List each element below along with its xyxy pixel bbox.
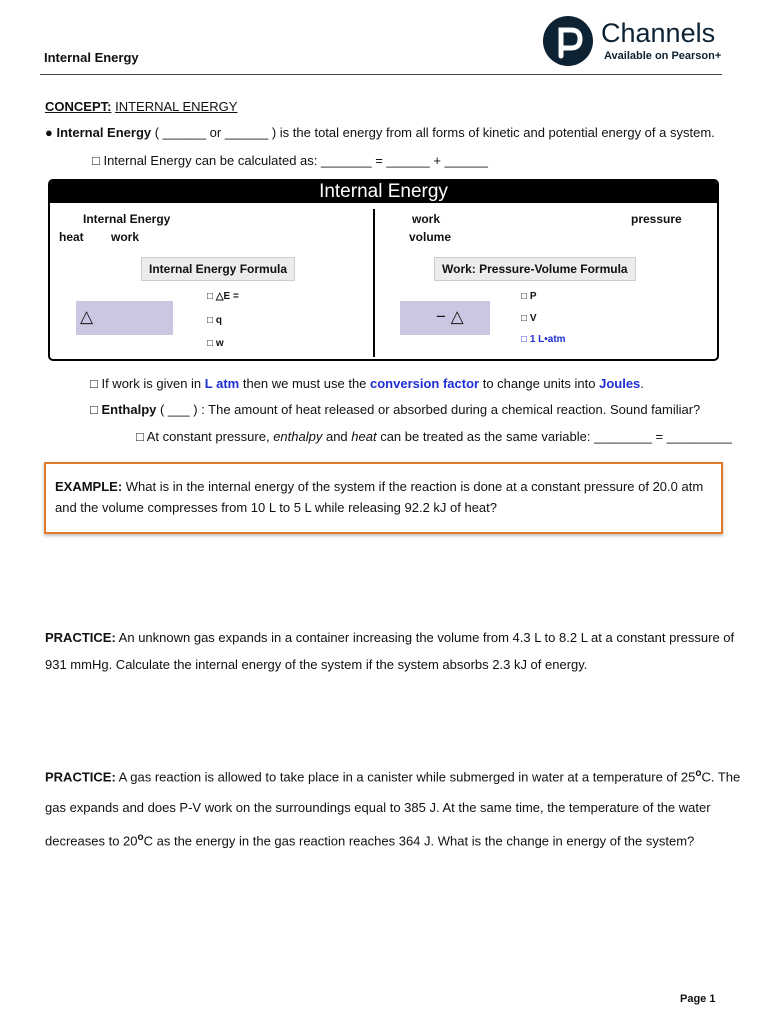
right-item-p: □ P [521, 291, 537, 302]
example-text-1: What is in the internal energy of the system if the reaction is done at a constant pressure of 20.0 atm [122, 479, 704, 494]
left-label-heat: heat [59, 230, 84, 244]
practice-2-text-3b: C as the energy in the gas reaction reaches 364 J. What is the change in energy of the system? [143, 833, 695, 849]
term-internal-energy: Internal Energy [56, 125, 152, 140]
practice-1-line-1 [45, 630, 734, 645]
example-box [44, 462, 723, 534]
left-label-work: work [111, 230, 140, 244]
pearson-logo-icon [543, 16, 593, 66]
example-line-1 [55, 479, 703, 494]
conversion-factor-term: conversion factor [370, 376, 480, 391]
practice-2-text-1b: C. The [701, 769, 741, 785]
right-label-volume: volume [409, 230, 452, 244]
left-item-q: □ q [207, 315, 222, 326]
internal-energy-definition [45, 125, 715, 140]
note-text-3: to change units into [479, 376, 600, 391]
brand-name: Channels [601, 18, 716, 48]
left-label-internal-energy: Internal Energy [83, 212, 171, 226]
work-formula-label: Work: Pressure-Volume Formula [434, 257, 636, 281]
right-label-pressure: pressure [631, 212, 682, 226]
calculation-line: □ Internal Energy can be calculated as: _______ = ______ + ______ [92, 153, 488, 168]
practice-2-line-1 [45, 768, 740, 784]
cp-enthalpy: enthalpy [273, 429, 323, 444]
degree-sup-1: o [695, 768, 702, 779]
internal-energy-formula-area [76, 301, 173, 335]
unit-l-atm: L atm [204, 376, 240, 391]
left-item-delta-e: □ △E = [207, 291, 239, 302]
joules-term: Joules [599, 376, 641, 391]
left-item-w: □ w [207, 338, 224, 349]
right-item-v: □ V [521, 313, 537, 324]
practice-1-line-2: 931 mmHg. Calculate the internal energy of the system if the system absorbs 2.3 kJ of energy. [45, 657, 588, 672]
bullet-icon: ● [45, 125, 53, 140]
practice-1-label: PRACTICE: [45, 630, 116, 645]
box-divider [373, 209, 375, 357]
cp-heat: heat [351, 429, 377, 444]
cp-text-2: and [322, 429, 352, 444]
cp-text-1: □ At constant pressure, [136, 429, 274, 444]
practice-2-line-2: gas expands and does P-V work on the surroundings equal to 385 J. At the same time, the temperature of the water [45, 800, 711, 815]
practice-2-line-3 [45, 832, 694, 848]
practice-2-text-1: A gas reaction is allowed to take place in a canister while submerged in water at a temperature of 25 [115, 769, 696, 785]
internal-energy-formula-label: Internal Energy Formula [141, 257, 295, 281]
degree-sup-2: o [137, 832, 144, 843]
enthalpy-box: □ [90, 402, 102, 417]
enthalpy-text: ( ___ ) : The amount of heat released or absorbed during a chemical reaction. Sound familiar? [156, 402, 701, 417]
note-text-4: . [640, 376, 644, 391]
term-enthalpy: Enthalpy [101, 402, 157, 417]
practice-2-text-3a: decreases to 20 [45, 833, 138, 849]
box-title: Internal Energy [50, 181, 717, 203]
brand-subtitle: Available on Pearson+ [604, 50, 722, 62]
practice-1-text-1: An unknown gas expands in a container increasing the volume from 4.3 L to 8.2 L at a constant pressure of [115, 630, 735, 645]
concept-title: INTERNAL ENERGY [115, 99, 238, 114]
header-divider [40, 74, 722, 75]
note-text-2: then we must use the [239, 376, 371, 391]
right-label-work: work [412, 212, 441, 226]
note-text-1: □ If work is given in [90, 376, 205, 391]
practice-2-label: PRACTICE: [45, 769, 116, 785]
work-formula-area [400, 301, 490, 335]
minus-delta-icon: − △ [436, 307, 464, 326]
internal-energy-box [48, 179, 719, 361]
example-line-2: and the volume compresses from 10 L to 5 L while releasing 92.2 kJ of heat? [55, 500, 498, 515]
delta-icon: △ [80, 307, 94, 326]
work-conversion-note [90, 376, 644, 391]
right-item-l-atm: □ 1 L•atm [521, 334, 566, 345]
example-label: EXAMPLE: [55, 479, 123, 494]
concept-label: CONCEPT: [45, 99, 112, 114]
concept-heading [45, 99, 237, 114]
enthalpy-definition [90, 402, 700, 417]
page-number: Page 1 [680, 993, 716, 1005]
constant-pressure-note [136, 429, 732, 444]
definition-text: ( ______ or ______ ) is the total energy from all forms of kinetic and potential energy of a system. [151, 125, 715, 140]
page-header-title: Internal Energy [44, 50, 139, 65]
cp-text-3: can be treated as the same variable: ________ = _________ [376, 429, 732, 444]
